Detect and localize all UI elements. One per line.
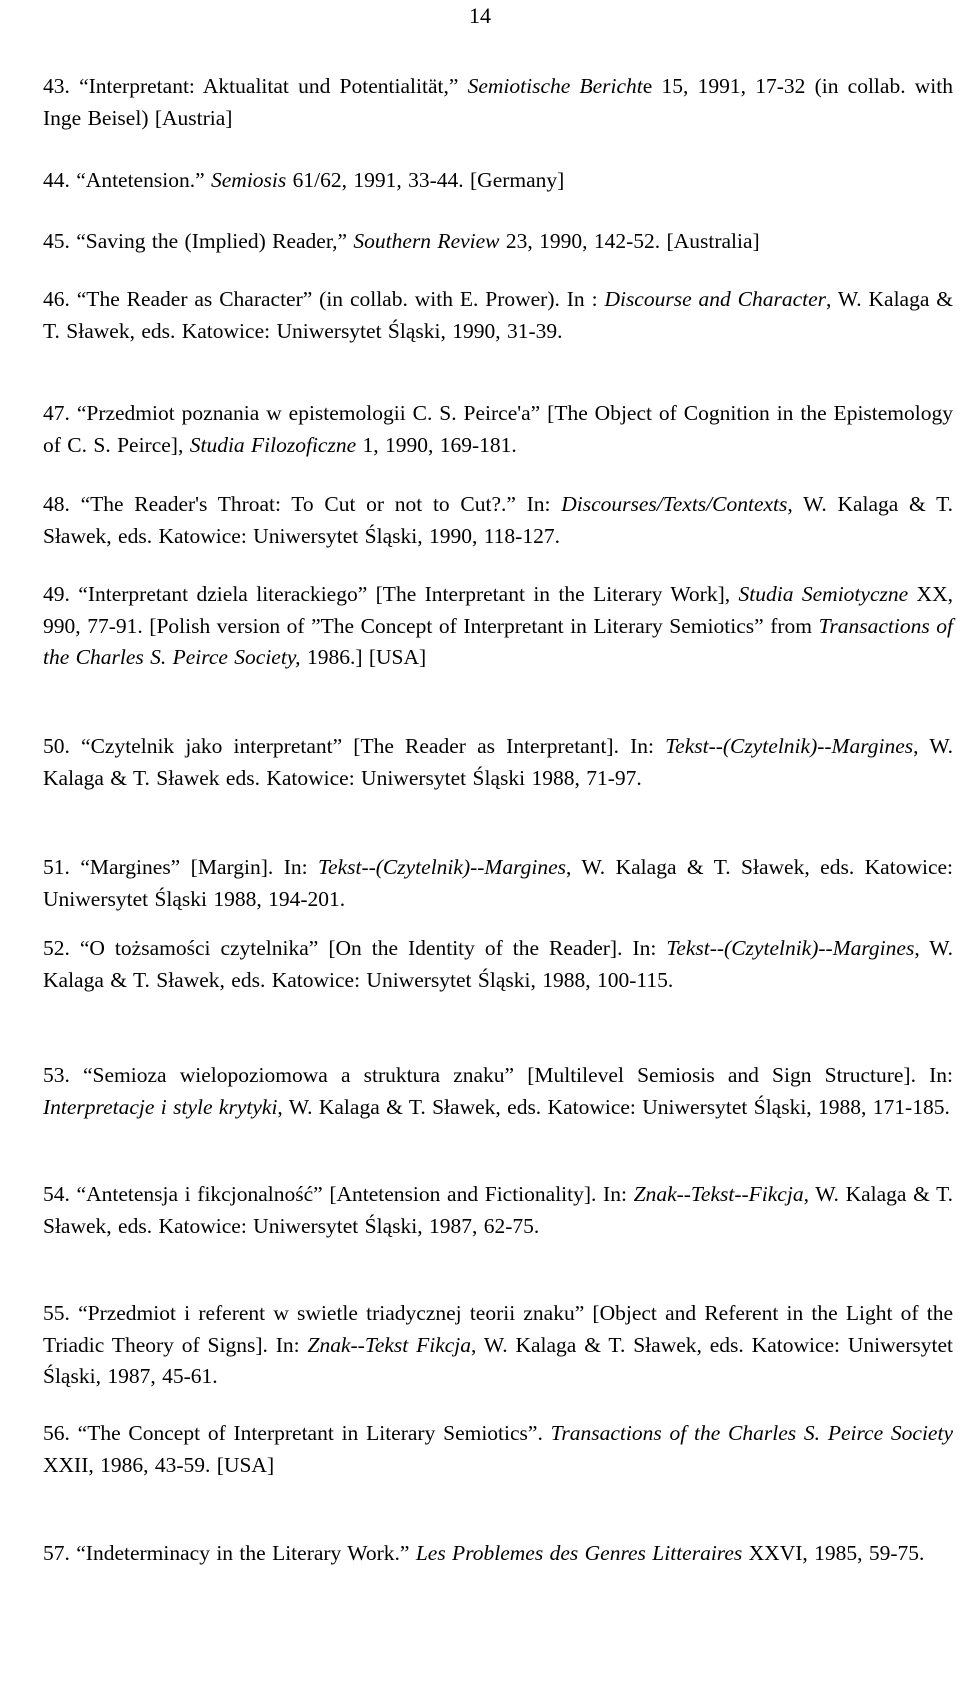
entry-text: “The Reader as Character” (in collab. with E. Prower). In : [76,287,605,311]
entry-text: “The Reader's Throat: To Cut or not to Cut?.” In: [80,492,562,516]
entry-text: e 15, 1991, 17-32 (in collab. with Inge Beisel) [Austria] [43,74,954,130]
entry-number: 47. [43,401,70,425]
entry-text: “Semioza wielopoziomowa a struktura znaku” [Multilevel Semiosis and Sign Structure]. In: [83,1063,953,1087]
entry-text: W. Kalaga & T. Sławek, eds. Katowice: Uniwersytet Śląski, 1990, 118-127. [43,492,954,548]
entry-text: , W. Kalaga & T. Sławek, eds. Katowice: Uniwersytet Śląski, 1987, 62-75. [43,1182,954,1238]
entry-text: XX, 990, 77-91. [Polish version of ”The Concept of Interpretant in Literary Semiotics” from [43,582,953,638]
entry-number: 54. [43,1182,70,1206]
entry-text: “Przedmiot poznania w epistemologii C. S. Peirce'a” [The Object of Cognition in the Epistemology of C. S. Peirce], [43,401,953,457]
entry-text: , W. Kalaga & T. Sławek, eds. Katowice: Uniwersytet Śląski, 1988, 100-115. [43,936,953,992]
entry-italic-title: Discourses/Texts/Contexts, [561,492,793,516]
entry-text: “Margines” [Margin]. In: [80,855,319,879]
bibliography-entry [43,731,953,794]
entry-italic-title: Tekst--(Czytelnik)--Margines [318,855,567,879]
entry-text: 1, 1990, 169-181. [356,432,517,457]
bibliography-entry [43,71,953,134]
entry-number: 50. [43,734,70,758]
bibliography-entry [43,1298,953,1393]
entry-text: “Indeterminacy in the Literary Work.” [76,1541,416,1565]
entry-number: 53. [43,1063,70,1087]
entry-italic-title: Les Problemes des Genres Litteraires [415,1541,743,1565]
entry-text: “Antetension.” [76,168,211,192]
entry-text: “The Concept of Interpretant in Literary Semiotics”. [77,1421,551,1445]
entry-italic-title: Interpretacje i style krytyki [43,1094,278,1119]
entry-text: XXVI, 1985, 59-75. [742,1541,925,1565]
entry-number: 44. [43,168,70,192]
entry-text: “Przedmiot i referent w swietle triadycznej teorii znaku” [Object and Referent in the Light of the Triadic Theory of Signs]. In: [43,1301,953,1357]
entry-italic-title: Transactions of the Charles S. Peirce Society, [43,613,953,669]
bibliography-entry [43,284,953,347]
entry-text: XXII, 1986, 43-59. [USA] [43,1452,275,1477]
bibliography-entry [43,398,953,461]
entry-italic-title: Studia Semiotyczne [738,582,909,606]
entry-italic-title: Znak--Tekst--Fikcja [633,1182,804,1206]
bibliography-entry [43,165,953,197]
entry-text: “Antetensja i fikcjonalność” [Antetension and Fictionality]. In: [76,1182,634,1206]
entry-italic-title: Semiotische Bericht [467,74,643,98]
entry-number: 55. [43,1301,70,1325]
entry-text: 1986.] [USA] [300,645,427,669]
entry-number: 48. [43,492,70,516]
entry-number: 46. [43,287,70,311]
entry-text: “O tożsamości czytelnika” [On the Identity of the Reader]. In: [79,936,667,960]
entry-italic-title: Semiosis [211,168,287,192]
bibliography-entry [43,1538,953,1570]
bibliography-entry [43,852,953,915]
page-number: 14 [469,3,491,28]
entry-text: , W. Kalaga & T. Sławek, eds. Katowice: Uniwersytet Śląski, 1987, 45-61. [43,1332,953,1388]
bibliography-entry [43,1418,953,1481]
entry-italic-title: Tekst--(Czytelnik)--Margines [665,734,914,758]
entry-number: 45. [43,229,70,253]
entry-number: 49. [43,582,70,606]
bibliography-entry [43,489,953,552]
entry-italic-title: Tekst--(Czytelnik)--Margines [666,936,915,960]
entry-text: 23, 1990, 142-52. [Australia] [499,229,760,253]
bibliography-entry [43,933,953,996]
entry-text: 61/62, 1991, 33-44. [Germany] [286,168,565,192]
entry-text: “Interpretant dziela literackiego” [The Interpretant in the Literary Work], [78,582,739,606]
entry-text: “Czytelnik jako interpretant” [The Reader as Interpretant]. In: [81,734,666,758]
entry-italic-title: Studia Filozoficzne [189,432,357,457]
entry-italic-title: Southern Review [353,229,500,253]
entry-text: “Saving the (Implied) Reader,” [76,229,354,253]
entry-text: “Interpretant: Aktualitat und Potentialität,” [79,74,468,98]
entry-text: , W. Kalaga & T. Sławek, eds. Katowice: Uniwersytet Śląski, 1990, 31-39. [43,287,953,343]
entry-italic-title: Znak--Tekst Fikcja [307,1332,472,1357]
entry-italic-title: Discourse and Character [604,287,827,311]
entry-number: 56. [43,1421,70,1445]
entry-number: 52. [43,936,70,960]
entry-number: 57. [43,1541,70,1565]
entry-text: , W. Kalaga & T. Sławek eds. Katowice: Uniwersytet Śląski 1988, 71-97. [43,734,954,790]
bibliography-entry [43,1060,953,1123]
bibliography-entry [43,579,953,674]
entry-italic-title: Transactions of the Charles S. Peirce Society [550,1421,953,1445]
entry-number: 51. [43,855,70,879]
bibliography-entry [43,1179,953,1242]
bibliography-entry [43,226,953,258]
entry-text: , W. Kalaga & T. Sławek, eds. Katowice: Uniwersytet Śląski, 1988, 171-185. [277,1094,950,1119]
entry-number: 43. [43,74,70,98]
entry-text: , W. Kalaga & T. Sławek, eds. Katowice: Uniwersytet Śląski 1988, 194-201. [43,855,953,911]
